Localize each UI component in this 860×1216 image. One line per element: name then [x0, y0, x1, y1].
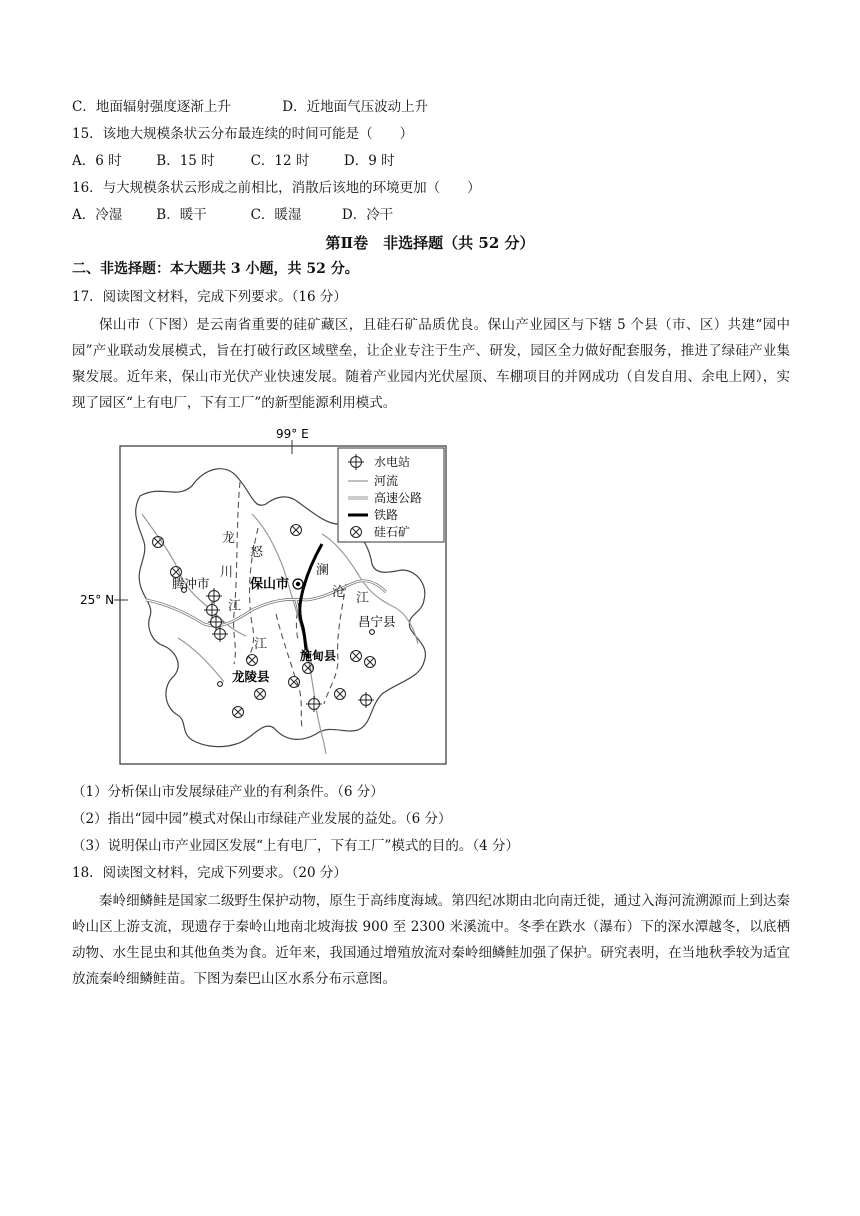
silica-mine-icon: [233, 707, 244, 718]
legend: [338, 448, 444, 542]
q17-sub-3: （3）说明保山市产业园区发展“上有电厂，下有工厂”模式的目的。（4 分）: [72, 838, 520, 854]
q15-option-b: B．15 时: [156, 153, 215, 169]
silica-mine-icon: [365, 657, 376, 668]
baoshan-city-marker: [293, 579, 303, 589]
q17-passage: [72, 312, 790, 416]
q17-passage-line: 推进了绿硅产业集聚发展。近年来，保山市光伏产业快速发展。随着产业园内光伏屋顶、车棚项目的并网成功: [72, 343, 791, 385]
q14-options: [72, 97, 428, 117]
baoshan-map: [76, 424, 456, 769]
river-label-longchuan: 江: [228, 599, 242, 614]
q18-stem: 18．阅读图文材料，完成下列要求。（20 分）: [72, 865, 347, 881]
q14-option-c: C．地面辐射强度逐渐上升: [72, 99, 231, 115]
q15-options: [72, 151, 395, 171]
legend-river-label: 河流: [374, 474, 399, 488]
q15-option-c: C．12 时: [250, 153, 310, 169]
legend-silica-label: 硅石矿: [374, 525, 411, 539]
river-label-nujiang: 怒: [250, 545, 264, 560]
q17-passage-line: 保山市（下图）是云南省重要的硅矿藏区，且硅石矿品质优良。保山产业园区与下辖 5 个县（市、区）共: [99, 317, 742, 333]
place-changning: 昌宁县: [358, 614, 396, 629]
section2-heading: 二、非选择题：本大题共 3 小题，共 52 分。: [72, 261, 359, 277]
q18-passage-line: 而上到达秦岭山区上游支流，现遗存于秦岭山地南北坡海拔 900 至 2300 米溪流中。冬季在跌水（瀑布）下的: [72, 893, 791, 935]
q18-passage-line: 研究表明，在当地秋季较为适宜放流秦岭细鳞鲑苗。下图为秦巴山区水系分布示意图。: [72, 945, 791, 987]
q18-passage-line: 深水潭越冬，以底栖动物、水生昆虫和其他鱼类为食。近年来，我国通过增殖放流对秦岭细鳞鲑加强了保护。: [72, 919, 790, 961]
silica-mine-icon: [351, 651, 362, 662]
legend-railway-label: 铁路: [374, 508, 399, 522]
hydropower-icon: [358, 692, 374, 708]
latitude-label: 25° N: [80, 593, 115, 607]
legend-hydropower-label: 水电站: [374, 455, 411, 469]
part2-title: 第Ⅱ卷 非选择题（共 52 分）: [325, 234, 535, 252]
longitude-label: 99° E: [276, 427, 309, 441]
hydropower-icon: [306, 696, 322, 712]
hydropower-icon: [208, 614, 224, 630]
changning-marker: [370, 630, 375, 635]
q16-option-b: B．暖干: [156, 207, 207, 223]
q16-option-d: D．冷干: [341, 207, 394, 223]
q17-passage-line: （自发自用、余电上网），实现了园区“上有电厂，下有工厂”的新型能源利用模式。: [72, 369, 791, 411]
place-longling: 龙陵县: [232, 669, 270, 684]
rivers: [142, 514, 418, 754]
q15-stem: 15．该地大规模条状云分布最连续的时间可能是（ ）: [72, 126, 414, 142]
river-label-lancang: 澜: [316, 563, 330, 578]
q15-option-a: A．6 时: [72, 153, 122, 169]
place-tengchong: 腾冲市: [172, 576, 210, 591]
county-boundaries: [234, 482, 346, 728]
legend-expressway-label: 高速公路: [374, 491, 423, 505]
q17-stem: 17．阅读图文材料，完成下列要求。（16 分）: [72, 289, 347, 305]
silica-mine-icon: [247, 655, 258, 666]
river-label-longchuan: 龙: [222, 531, 236, 546]
place-baoshan: 保山市: [250, 577, 290, 592]
silica-mines: [153, 525, 376, 718]
q16-stem: 16．与大规模条状云形成之前相比，消散后该地的环境更加（ ）: [72, 180, 481, 196]
q18-passage: [72, 888, 790, 992]
q17-sub-1: （1）分析保山市发展绿硅产业的有利条件。（6 分）: [72, 784, 384, 800]
river-label-nujiang: 江: [254, 637, 268, 652]
expressways: [146, 581, 386, 670]
q18-passage-line: 秦岭细鳞鲑是国家二级野生保护动物，原生于高纬度海域。第四纪冰期由北向南迁徙，通过入海河流溯源: [99, 893, 723, 909]
q16-option-a: A．冷湿: [72, 207, 123, 223]
silica-mine-icon: [255, 689, 266, 700]
river-label-lancang: 沧: [332, 585, 346, 600]
river-label-longchuan: 川: [220, 565, 234, 580]
place-shidian: 施甸县: [300, 649, 337, 663]
q16-options: [72, 205, 393, 225]
q17-sub-2: （2）指出“园中园”模式对保山市绿硅产业发展的益处。（6 分）: [72, 811, 452, 827]
silica-mine-icon: [335, 689, 346, 700]
river-label-lancang: 江: [356, 591, 370, 606]
hydropower-icon: [212, 626, 228, 642]
q17-passage-line: 建“园中园”产业联动发展模式，旨在打破行政区域壁垒，让企业专注于生产、研发，园区全力做好配套服务，: [72, 317, 791, 359]
q14-option-d: D．近地面气压波动上升: [282, 99, 429, 115]
silica-mine-icon: [291, 525, 302, 536]
q16-option-c: C．暖湿: [250, 207, 302, 223]
q15-option-d: D．9 时: [343, 153, 395, 169]
longling-marker: [218, 682, 223, 687]
silica-mine-icon: [289, 677, 300, 688]
